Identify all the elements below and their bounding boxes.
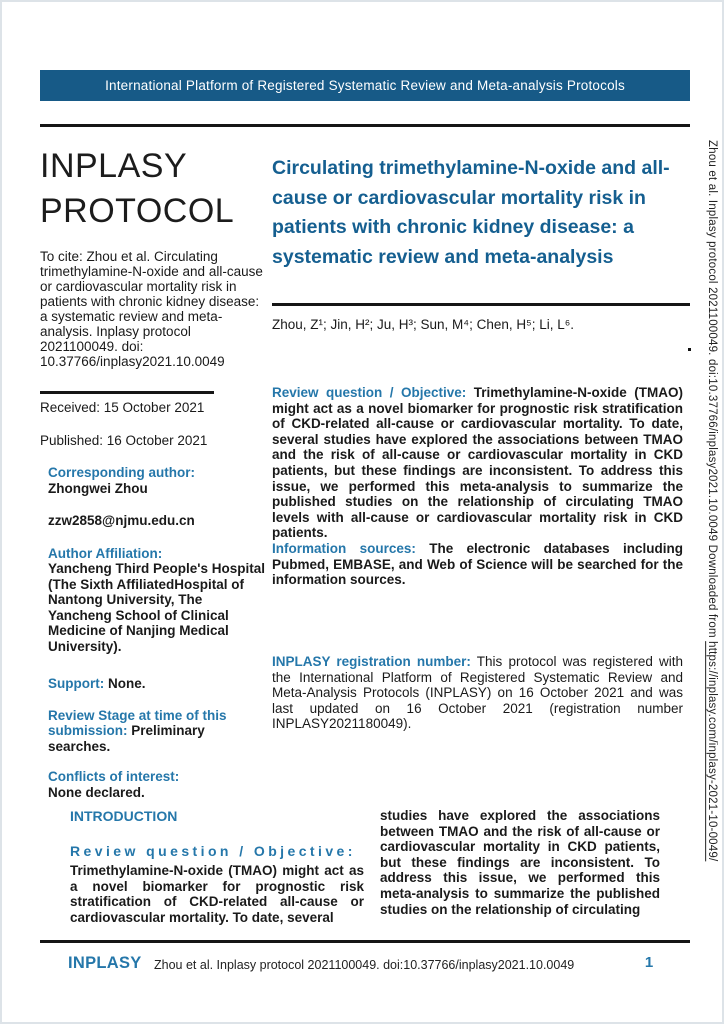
introduction-column-right: studies have explored the associations between TMAO and the risk of all-cause or cardiovascular mortality in CKD patients, but these findings are inconsistent. To address this issue, we performed this meta-analysis to summarize the published studies on the relationship of circulating [380,808,660,917]
footer-logo: INPLASY [68,954,142,972]
information-sources-label: Information sources: [272,540,416,556]
title-divider [272,303,690,306]
left-column-divider [40,391,214,394]
introduction-heading: INTRODUCTION [70,808,178,824]
review-question-text: Trimethylamine-N-oxide (TMAO) might act as a novel biomarker for prognostic risk stratification of CKD-related all-cause or cardiovascular mortality. To date, several studies have explored the associations between TMAO and the risk of all-cause or cardiovascular mortality in CKD patients, but these findings are inconsistent. To address this issue, we performed this meta-analysis to summarize the published studies on the relationship of circulating TMAO levels with all-cause or cardiovascular mortality risk in CKD patients. [272,385,683,541]
review-stage-label: Review Stage at time of this submission: [48,707,227,738]
introduction-review-question-label: Review question / Objective: [70,843,356,859]
affiliation-text: Yancheng Third People's Hospital (The Sixth AffiliatedHospital of Nantong University, The Yancheng School of Clinical Medicine of Nanjing Medical University). [48,561,266,654]
review-stage-value: Preliminary searches. [48,723,205,754]
registration-label: INPLASY registration number: [272,654,471,669]
masthead-line2: PROTOCOL [40,192,235,230]
information-sources-text: The electronic databases including Pubmed, EMBASE, and Web of Science will be searched for the information sources. [272,540,683,588]
footer-divider [40,940,690,943]
published-date: Published: 16 October 2021 [40,433,208,448]
to-cite-text: To cite: Zhou et al. Circulating trimethylamine-N-oxide and all-cause or cardiovascular mortality risk in patients with chronic kidney disease: a systematic review and meta-analysis. Inplasy protocol 2021100049. doi: 10.37766/inplasy2021.10.0049 [40,249,263,369]
top-divider [40,124,690,127]
corresponding-author-name: Zhongwei Zhou [48,480,148,496]
conflicts-label: Conflicts of interest: [48,769,180,784]
masthead-line1: INPLASY [40,147,188,185]
review-question-paragraph [272,385,683,541]
corresponding-author-email: zzw2858@njmu.edu.cn [48,513,195,528]
received-date: Received: 15 October 2021 [40,400,205,415]
sidebar-download-link[interactable]: https://inplasy.com/inplasy-2021-10-0049/ [706,641,718,862]
sidebar-vertical-citation [690,140,718,1020]
corresponding-author-label: Corresponding author: [48,465,195,480]
review-question-label: Review question / Objective: [272,385,467,400]
conflicts-value: None declared. [48,784,145,800]
support-label: Support: [48,676,105,691]
registration-text: This protocol was registered with the International Platform of Registered Systematic Review and Meta-Analysis Protocols (INPLASY) on 16 October 2021 and was last updated on 16 October 2021 (registration number INPLASY2021180049). [272,654,683,732]
abstract-section [272,385,683,588]
platform-banner-text: International Platform of Registered Systematic Review and Meta-analysis Protocols [105,78,625,93]
article-title: Circulating trimethylamine-N-oxide and all-cause or cardiovascular mortality risk in patients with chronic kidney disease: a systematic review and meta-analysis [272,157,670,268]
introduction-column-left: Trimethylamine-N-oxide (TMAO) might act as a novel biomarker for prognostic risk stratification of CKD-related all-cause or cardiovascular mortality. To date, several [70,863,364,925]
corresponding-author-block [48,465,267,496]
masthead [40,144,234,234]
left-metadata-blocks [48,465,267,800]
support-value: None. [108,676,146,691]
information-sources-paragraph [272,541,683,588]
author-list: Zhou, Z¹; Jin, H²; Ju, H³; Sun, M⁴; Chen, H⁵; Li, L⁶. [272,317,575,332]
registration-paragraph [272,654,683,732]
scan-artifact-dot [688,348,691,351]
platform-banner [40,70,690,101]
page-number: 1 [644,954,654,971]
affiliation-label: Author Affiliation: [48,545,163,561]
footer-citation: Zhou et al. Inplasy protocol 2021100049. doi:10.37766/inplasy2021.10.0049 [154,958,575,972]
support-block [48,676,267,692]
sidebar-citation-text: Zhou et al. Inplasy protocol 2021100049. doi:10.37766/inplasy2021.10.0049 Downloaded from [706,140,718,642]
review-stage-block [48,708,267,755]
conflicts-block [48,769,267,800]
